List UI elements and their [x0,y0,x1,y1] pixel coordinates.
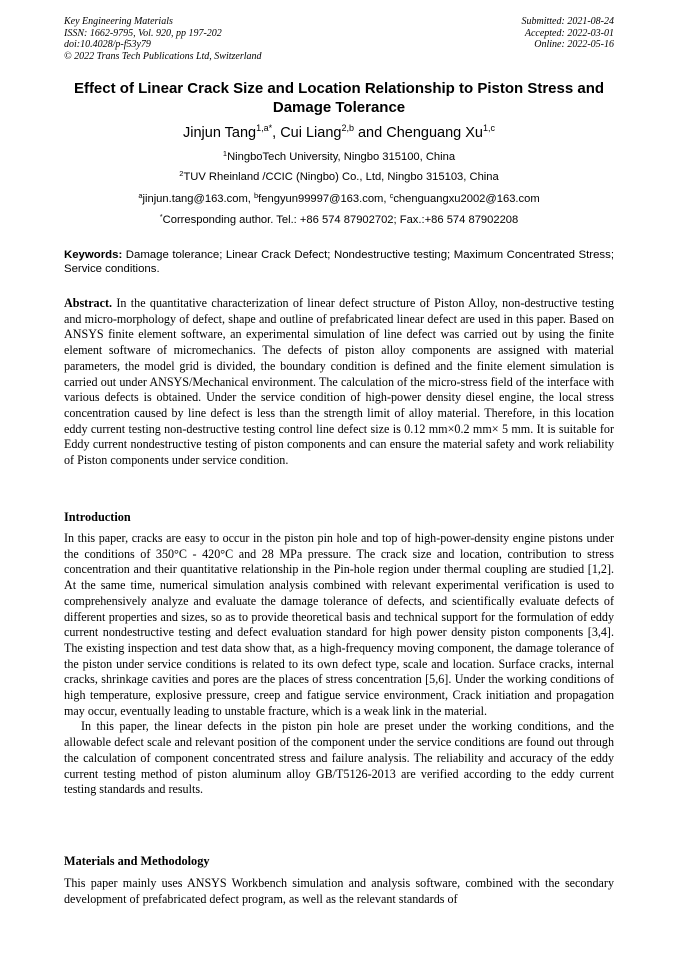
author-affiliation-mark: 1,a* [256,123,273,133]
abstract-text: In the quantitative characterization of linear defect structure of Piston Alloy, non-destructive testing and micro-morphology of defect, shape and outline of prefabricated linear defect are used in this paper. Based on ANSYS finite element software, an experimental simulation of line defect was carried out by using the finite element software of micromechanics. The defects of piston alloy components are assigned with material parameters, the model grid is divided, the boundary condition is defined and the finite element simulation is carried out under ANSYS/Mechanical environment. The calculation of the micro-stress field of the interface with various defects is obtained. Under the service condition of high-power density diesel engine, the local stress concentration caused by line defect is less than the strength limit of alloy material. Therefore, in this location eddy current testing non-destructive testing control line defect size is 0.12 mm×0.2 mm× 5 mm. It is suitable for Eddy current nondestructive testing of piston components and can ensure the material safety and work reliability of Piston components under service condition. [64,296,614,468]
paper-title: Effect of Linear Crack Size and Location Relationship to Piston Stress and Damage Tolerance [73,80,605,116]
email-mark: a [138,191,143,200]
affiliation-1 [64,150,614,164]
email-mark: c [389,191,394,200]
keywords-text: Damage tolerance; Linear Crack Defect; Nondestructive testing; Maximum Concentrated Stress; Service conditions. [64,249,614,276]
publication-dates [522,16,615,51]
methods-body [64,876,614,907]
online-date: Online: 2022-05-16 [534,39,614,50]
section-heading-introduction: Introduction [64,510,131,524]
paragraph: In this paper, cracks are easy to occur in the piston pin hole and top of high-power-density engine pistons under the conditions of 350°C - 420°C and 28 MPa pressure. The crack size and location, contribution to stress concentration and their quantitative relationship in the Pin-hole region under thermal coupling are studied [1,2]. At the same time, numerical simulation analysis combined with relevant experimental verification is used to comprehensively analyze and evaluate the damage tolerance of defects, and scientifically evaluate defects of different properties and sizes, so as to provide theoretical basis and technical support for the formulation of eddy current nondestructive testing and defect evaluation standard for high power density piston components [3,4]. The existing inspection and test data show that, as a high-frequency moving component, the damage tolerance of the piston under service conditions is related to its own defect type, scale and location. Surface cracks, internal cracks, shrinkage cavities and pores are the places of stress concentration [5,6]. Under the working conditions of high temperature, explosive pressure, creep and fatigue service environment, Crack initiation and propagation may occur, eventually leading to unstable fracture, which is a weak link in the material. [64,531,614,718]
affiliation-mark: 2 [179,169,184,178]
paragraph: This paper mainly uses ANSYS Workbench simulation and analysis software, combined with the secondary development of prefabricated defect program, as well as the relevant standards of [64,876,614,906]
author-affiliation-mark: 1,c [482,123,495,133]
introduction-body [64,531,614,798]
email-mark: b [254,191,259,200]
submitted-date: Submitted: 2021-08-24 [521,16,614,27]
affiliation-mark: 1 [222,149,228,158]
author-name: Chenguang Xu [386,125,483,141]
author-name: Jinjun Tang [183,125,257,141]
copyright-line: © 2022 Trans Tech Publications Ltd, Switzerland [64,50,262,62]
affiliation-text: NingboTech University, Ningbo 315100, China [227,151,456,163]
affiliation-text: TUV Rheinland /CCIC (Ningbo) Co., Ltd, Ningbo 315103, China [183,171,499,183]
corresponding-text: Corresponding author. Tel.: +86 574 87902702; Fax.:+86 574 87902208 [162,214,519,226]
accepted-date: Accepted: 2022-03-01 [524,27,614,39]
email-address[interactable]: fengyun99997@163.com, [258,193,390,205]
author-name: Cui Liang [280,125,342,141]
author-emails [64,192,614,206]
paragraph: In this paper, the linear defects in the piston pin hole are preset under the working conditions, and the allowable defect scale and relevant position of the component under the service conditions are found out through the calculation of component concentrated stress and failure analysis. The reliability and accuracy of the eddy current testing method of piston aluminum alloy GB/T5126-2013 are verified according to the eddy current testing standards and results. [64,719,614,797]
author-affiliation-mark: 2,b [341,123,354,133]
corresponding-author [64,213,614,227]
keywords [64,248,614,276]
corresponding-mark: * [159,212,163,221]
author-separator: , [272,125,281,141]
journal-info [64,16,262,62]
doi-line[interactable]: doi:10.4028/p-f53y79 [64,39,151,50]
abstract [64,296,614,469]
affiliation-2 [64,170,614,184]
journal-name: Key Engineering Materials [64,16,173,27]
keywords-label: Keywords: [64,249,123,261]
email-address[interactable]: jinjun.tang@163.com, [142,193,254,205]
section-heading-methods: Materials and Methodology [64,854,210,868]
email-address[interactable]: chenguangxu2002@163.com [393,193,540,205]
author-separator: and [353,125,387,141]
author-list [64,124,614,142]
abstract-label: Abstract. [64,296,113,310]
issn-line: ISSN: 1662-9795, Vol. 920, pp 197-202 [64,27,222,39]
